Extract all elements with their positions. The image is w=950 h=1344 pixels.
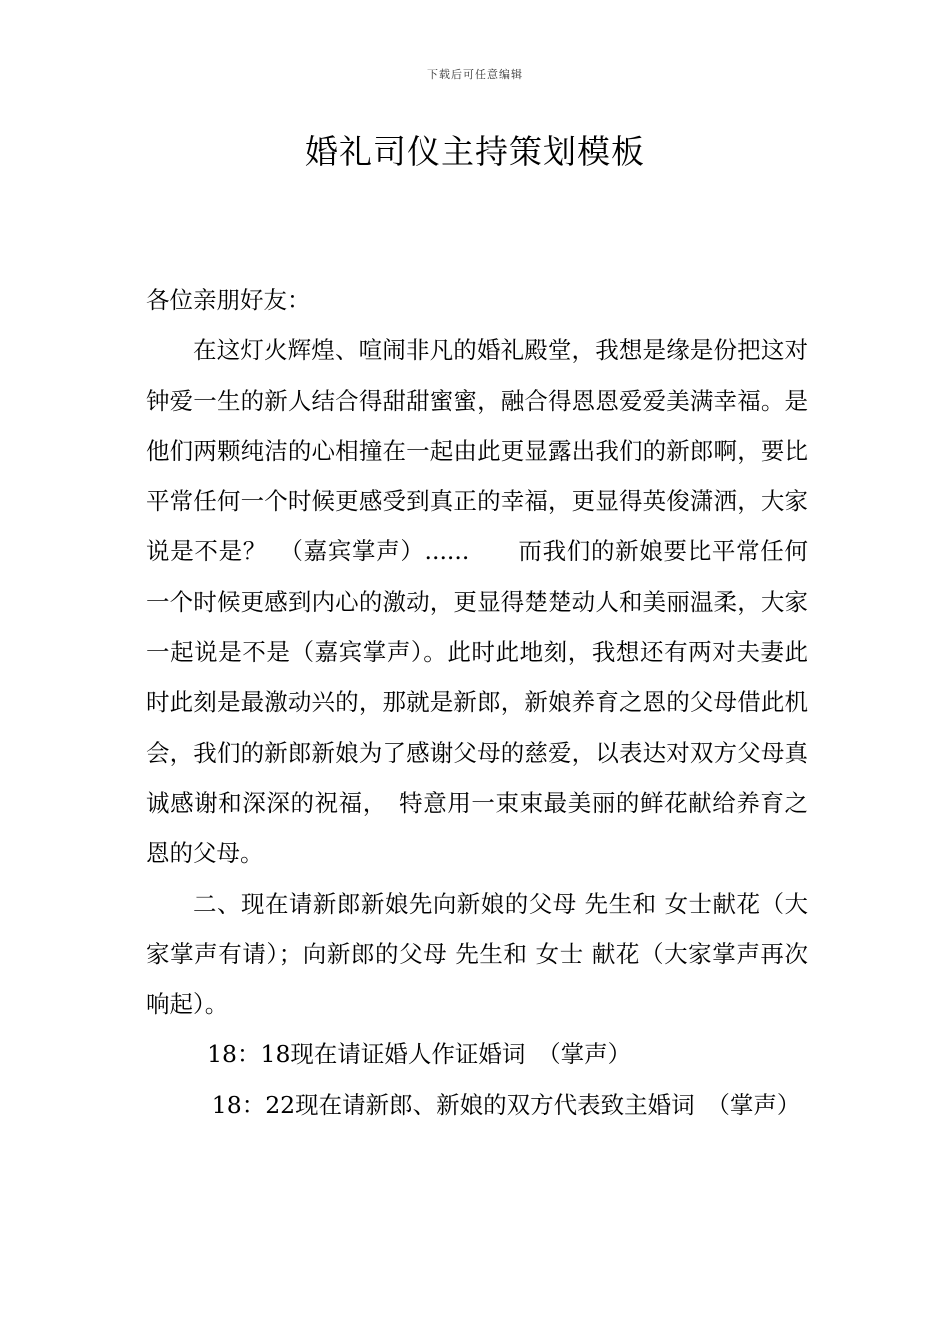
document-body xyxy=(146,275,808,1130)
page-header-note: 下载后可任意编辑 xyxy=(427,68,523,81)
greeting-line: 各位亲朋好友： xyxy=(146,286,311,314)
paragraph-representative-speech: 18：22现在请新郎、新娘的双方代表致主婚词 （掌声） xyxy=(211,1090,801,1119)
paragraph-witness-speech: 18：18现在请证婚人作证婚词 （掌声） xyxy=(207,1040,632,1069)
document-title: 婚礼司仪主持策划模板 xyxy=(305,132,645,171)
paragraph-opening: 在这灯火辉煌、喧闹非凡的婚礼殿堂，我想是缘是份把这对钟爱一生的新人结合得甜甜蜜蜜，融合得恩恩爱爱美满幸福。是他们两颗纯洁的心相撞在一起由此更显露出我们的新郎啊，要比平常任何一个时候更感受到真正的幸福，更显得英俊潇洒，大家说是不是？ （嘉宾掌声）...... 而我们的新娘要比平常任何一个时候更感到内心的激动，更显得楚楚动人和美丽温柔，大家一起说是不是（嘉宾掌声）。此时此地刻，我想还有两对夫妻此时此刻是最激动兴的，那就是新郎，新娘养育之恩的父母借此机会，我们的新郎新娘为了感谢父母的慈爱，以表达对双方父母真诚感谢和深深的祝福， 特意用一束束最美丽的鲜花献给养育之恩的父母。 xyxy=(146,336,808,868)
paragraph-flower-presentation: 二、现在请新郎新娘先向新娘的父母 先生和 女士献花（大家掌声有请）；向新郎的父母 先生和 女士 献花（大家掌声再次响起）。 xyxy=(146,889,808,1019)
